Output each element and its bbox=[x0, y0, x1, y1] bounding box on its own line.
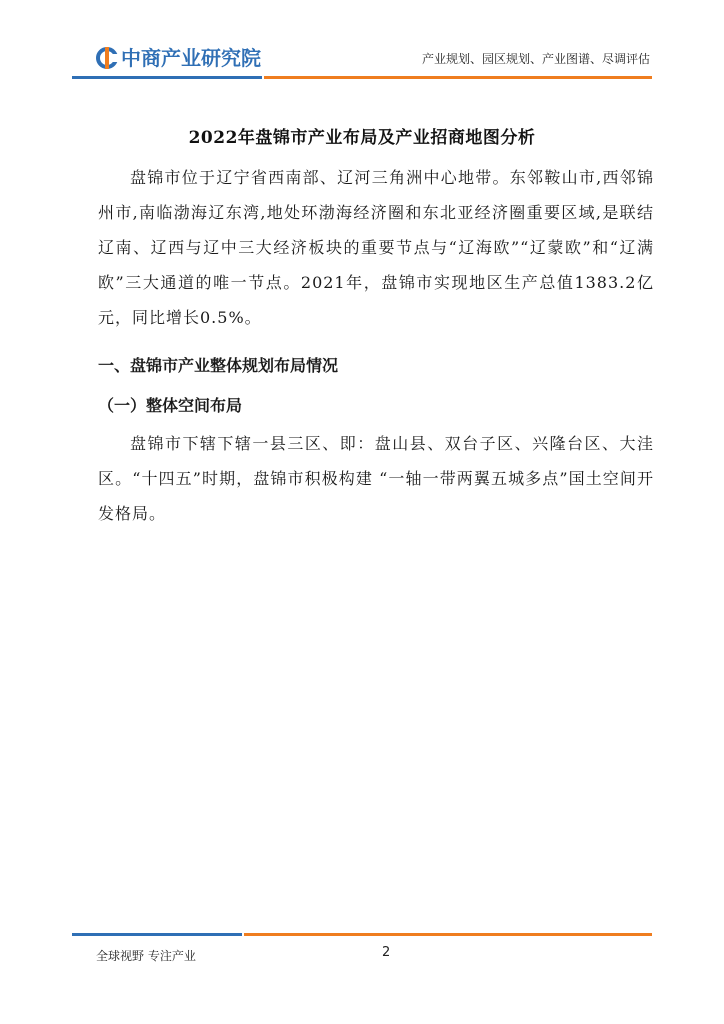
layout-paragraph: 盘锦市下辖下辖一县三区、即：盘山县、双台子区、兴隆台区、大洼区。“十四五”时期，盘锦市积极构建 “一轴一带两翼五城多点”国土空间开发格局。 bbox=[98, 434, 654, 523]
logo-mark-icon bbox=[96, 47, 118, 69]
intro-paragraph: 盘锦市位于辽宁省西南部、辽河三角洲中心地带。东邻鞍山市,西邻锦州市,南临渤海辽东湾,地处环渤海经济圈和东北亚经济圈重要区域,是联结辽南、辽西与辽中三大经济板块的重要节点与“辽海欧”“辽蒙欧”和“辽满欧”三大通道的唯一节点。2021年，盘锦市实现地区生产总值1383.2亿元，同比增长0.5%。 bbox=[98, 168, 654, 327]
header-tagline: 产业规划、园区规划、产业图谱、尽调评估 bbox=[421, 52, 650, 66]
logo bbox=[96, 44, 261, 72]
subsection-heading: （一）整体空间布局 bbox=[98, 396, 243, 415]
section-heading: 一、盘锦市产业整体规划布局情况 bbox=[98, 356, 339, 375]
footer-slogan: 全球视野 专注产业 bbox=[96, 949, 196, 963]
header-rule-orange bbox=[264, 76, 652, 79]
footer-rule-orange bbox=[244, 933, 652, 936]
logo-text: 中商产业研究院 bbox=[121, 46, 261, 70]
page-header bbox=[0, 0, 724, 90]
header-rule-blue bbox=[72, 76, 262, 79]
footer-rule-blue bbox=[72, 933, 242, 936]
document-title: 2022年盘锦市产业布局及产业招商地图分析 bbox=[188, 128, 536, 148]
page-number: 2 bbox=[382, 945, 391, 960]
